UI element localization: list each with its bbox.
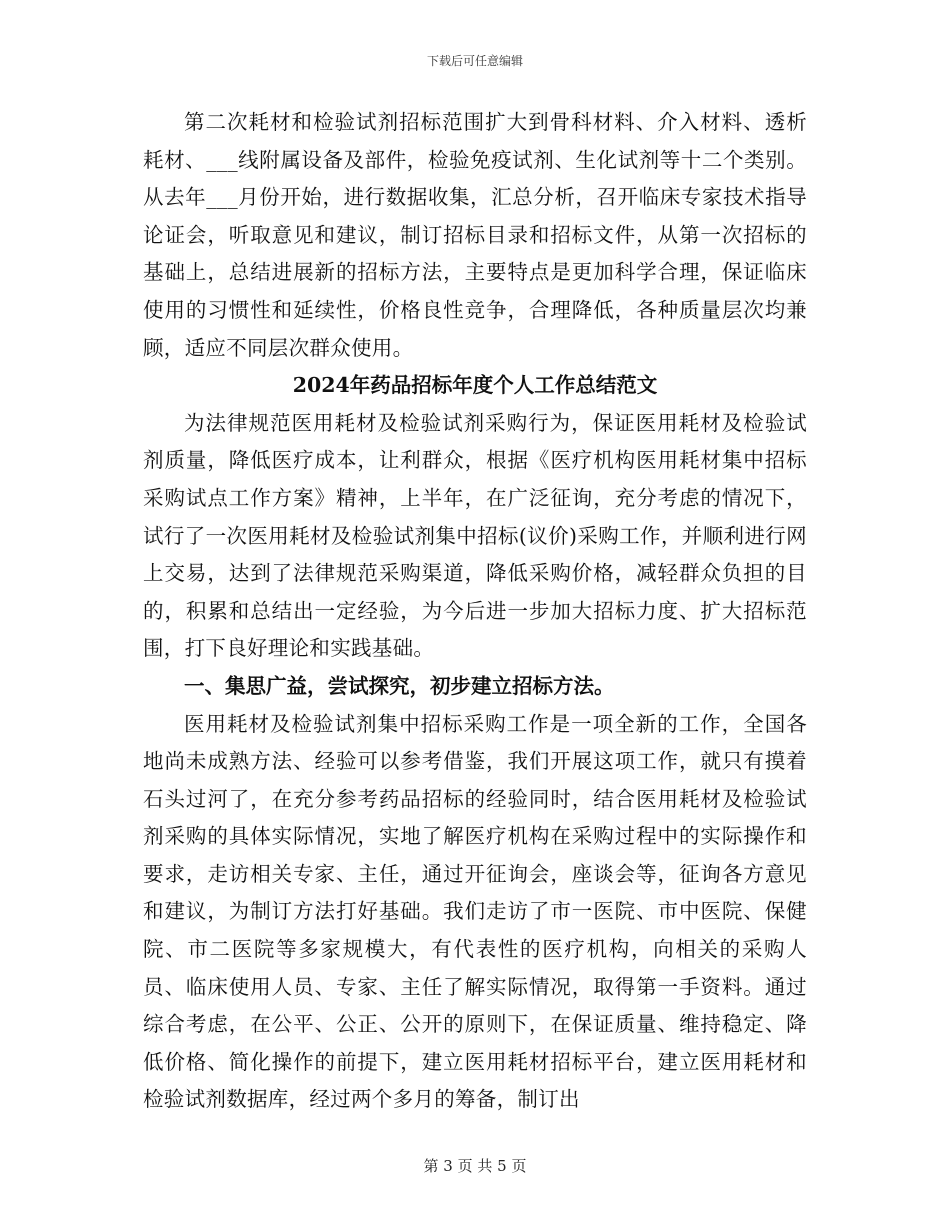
section-heading-1: 一、集思广益，尝试探究，初步建立招标方法。: [184, 673, 615, 698]
document-body: [143, 104, 807, 1119]
document-title: 2024年药品招标年度个人工作总结范文: [292, 373, 658, 398]
page-number-footer: 第 3 页 共 5 页: [423, 1157, 527, 1175]
paragraph-2: 为法律规范医用耗材及检验试剂采购行为，保证医用耗材及检验试剂质量，降低医疗成本，让利群众，根据《医疗机构医用耗材集中招标采购试点工作方案》精神，上半年，在广泛征询，充分考虑的情况下，试行了一次医用耗材及检验试剂集中招标(议价)采购工作，并顺利进行网上交易，达到了法律规范采购渠道，降低采购价格，减轻群众负担的目的，积累和总结出一定经验，为今后进一步加大招标力度、扩大招标范围，打下良好理论和实践基础。: [143, 410, 807, 661]
paragraph-1: 第二次耗材和检验试剂招标范围扩大到骨科材料、介入材料、透析耗材、___线附属设备及部件，检验免疫试剂、生化试剂等十二个类别。从去年___月份开始，进行数据收集，汇总分析，召开临床专家技术指导论证会，听取意见和建议，制订招标目录和招标文件，从第一次招标的基础上，总结进展新的招标方法，主要特点是更加科学合理，保证临床使用的习惯性和延续性，价格良性竞争，合理降低，各种质量层次均兼顾，适应不同层次群众使用。: [143, 110, 807, 360]
paragraph-3: 医用耗材及检验试剂集中招标采购工作是一项全新的工作，全国各地尚未成熟方法、经验可以参考借鉴，我们开展这项工作，就只有摸着石头过河了，在充分参考药品招标的经验同时，结合医用耗材及检验试剂采购的具体实际情况，实地了解医疗机构在采购过程中的实际操作和要求，走访相关专家、主任，通过开征询会，座谈会等，征询各方意见和建议，为制订方法打好基础。我们走访了市一医院、市中医院、保健院、市二医院等多家规模大，有代表性的医疗机构，向相关的采购人员、临床使用人员、专家、主任了解实际情况，取得第一手资料。通过综合考虑，在公平、公正、公开的原则下，在保证质量、维持稳定、降低价格、简化操作的前提下，建立医用耗材招标平台，建立医用耗材和检验试剂数据库，经过两个多月的筹备，制订出: [143, 711, 807, 1112]
page-header: 下载后可任意编辑: [426, 54, 523, 68]
